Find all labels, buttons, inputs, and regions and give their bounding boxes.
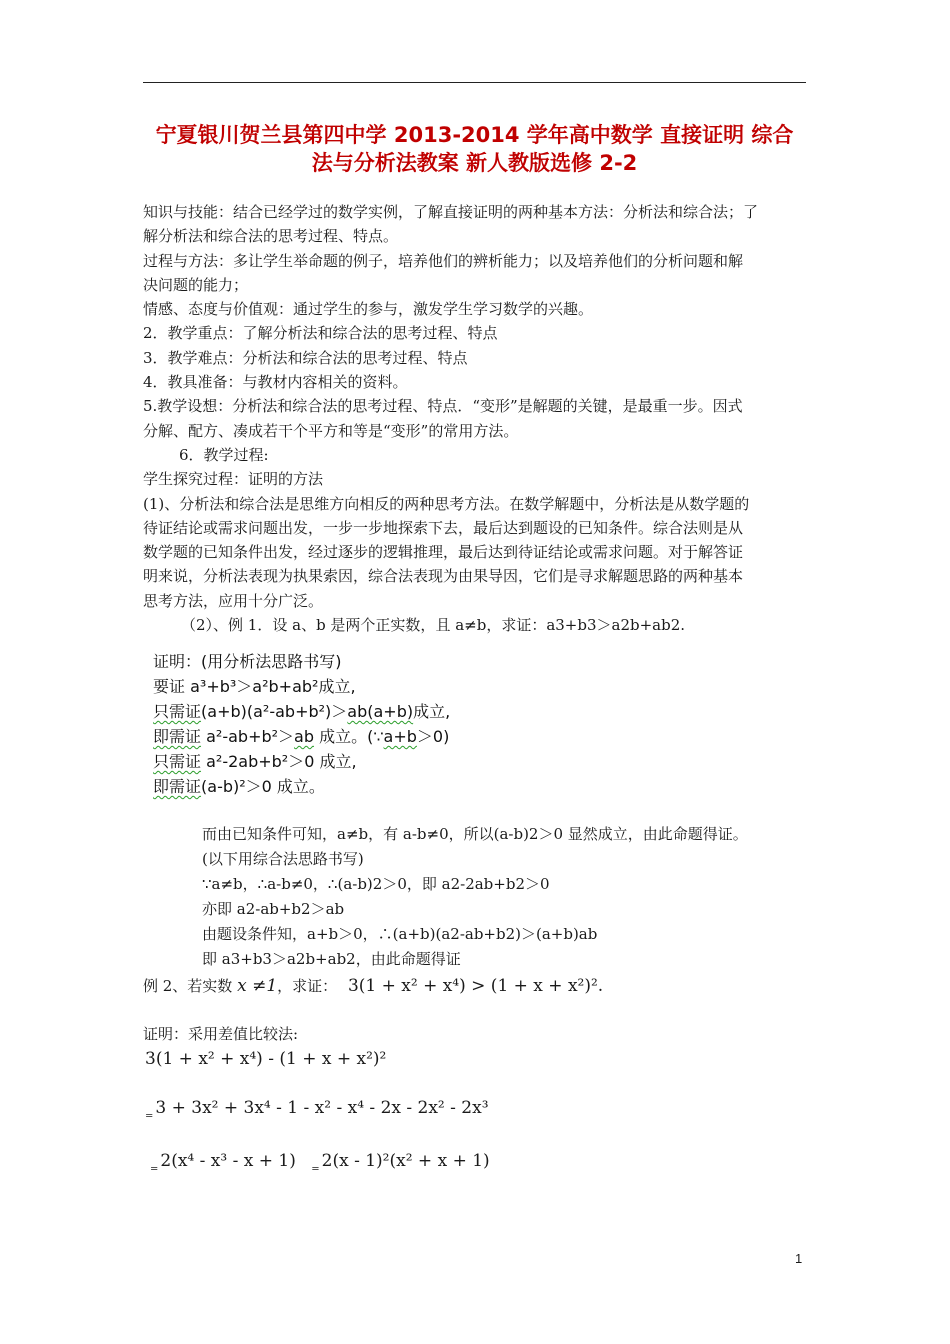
proof-continuation bbox=[202, 822, 748, 972]
paragraph-line: 解分析法和综合法的思考过程、特点。 bbox=[143, 227, 399, 246]
paragraph-line: 数学题的已知条件出发，经过逐步的逻辑推理，最后达到待证结论或需求问题。对于解答证 bbox=[143, 543, 744, 562]
paragraph-line: 待证结论或需求问题出发，一步一步地探索下去，最后达到题设的已知条件。综合法则是从 bbox=[143, 518, 744, 537]
paragraph-line: 决问题的能力； bbox=[143, 275, 249, 294]
proof-line-2: 要证 a³+b³＞a²b+ab²成立, bbox=[153, 677, 356, 696]
document-title bbox=[143, 121, 806, 177]
page-number: 1 bbox=[795, 1251, 803, 1266]
continuation-line: 亦即 a2-ab+b2＞ab bbox=[202, 900, 345, 918]
paragraph-line: 分解、配方、凑成若干个平方和等是“变形”的常用方法。 bbox=[143, 421, 519, 440]
paragraph-line: 思考方法，应用十分广泛。 bbox=[143, 591, 324, 610]
document-body bbox=[143, 200, 813, 637]
paragraph-line: 6．教学过程: bbox=[179, 445, 269, 464]
continuation-line: ∵a≠b，∴a-b≠0，∴(a-b)2＞0，即 a2-2ab+b2＞0 bbox=[202, 875, 550, 893]
example-2-prefix: 例 2、若实数 bbox=[143, 977, 233, 995]
paragraph-line: (1)、分析法和综合法是思维方向相反的两种思考方法。在数学解题中，分析法是从数学题的 bbox=[143, 494, 750, 513]
continuation-line: 由题设条件知，a+b＞0，∴(a+b)(a2-ab+b2)＞(a+b)ab bbox=[202, 925, 598, 943]
paragraph-line: 4．教具准备：与教材内容相关的资料。 bbox=[143, 373, 408, 392]
paragraph-line: 学生探究过程：证明的方法 bbox=[143, 470, 324, 489]
header-rule bbox=[143, 82, 806, 83]
equation-2: $_=$ 3 + 3x² + 3x⁴ - 1 - x² - x⁴ - 2x - 2x² - 2x³ bbox=[145, 1098, 489, 1122]
example-2-mid: ，求证： bbox=[277, 977, 338, 995]
proof-image-block bbox=[153, 649, 450, 799]
proof-line-5: 只需证 a²-2ab+b²＞0 成立, bbox=[153, 752, 357, 771]
continuation-line: 即 a3+b3＞a2b+ab2，由此命题得证 bbox=[202, 950, 461, 968]
equation-3: $_=$ 2(x⁴ - x³ - x + 1) $_=$ 2(x - 1)²(x² + x + 1) bbox=[150, 1151, 490, 1175]
paragraph-line: 3．教学难点：分析法和综合法的思考过程、特点 bbox=[143, 348, 468, 367]
proof-line-4: 即需证 a²-ab+b²＞ab 成立。(∵a+b＞0) bbox=[153, 727, 450, 746]
paragraph-line: 明来说，分析法表现为执果索因，综合法表现为由果导因，它们是寻求解题思路的两种基本 bbox=[143, 567, 744, 586]
paragraph-line: 知识与技能：结合已经学过的数学实例，了解直接证明的两种基本方法：分析法和综合法；了 bbox=[143, 203, 759, 221]
continuation-line: (以下用综合法思路书写) bbox=[202, 850, 364, 868]
proof-line-1: 证明：(用分析法思路书写) bbox=[153, 652, 342, 671]
title-line-2: 法与分析法教案 新人教版选修 2-2 bbox=[311, 151, 638, 175]
example-2-claim: 3(1 + x² + x⁴) > (1 + x + x²)². bbox=[347, 976, 604, 996]
example-1-line: （2）、例 1．设 a、b 是两个正实数，且 a≠b，求证：a3+b3＞a2b+ab2. bbox=[181, 616, 686, 635]
example-2-condition: x ≠1 bbox=[237, 976, 278, 996]
continuation-line: 而由已知条件可知，a≠b，有 a-b≠0，所以(a-b)2＞0 显然成立，由此命题得证。 bbox=[202, 825, 748, 843]
title-line-1: 宁夏银川贺兰县第四中学 2013-2014 学年高中数学 直接证明 综合 bbox=[155, 123, 794, 147]
example-2 bbox=[143, 974, 603, 998]
paragraph-line: 2．教学重点：了解分析法和综合法的思考过程、特点 bbox=[143, 324, 498, 343]
equation-1: 3(1 + x² + x⁴) - (1 + x + x²)² bbox=[145, 1049, 387, 1069]
proof-line-6: 即需证(a-b)²＞0 成立。 bbox=[153, 777, 325, 796]
paragraph-line: 5.教学设想：分析法和综合法的思考过程、特点．“变形”是解题的关键，是最重一步。因式 bbox=[143, 397, 743, 416]
paragraph-line: 过程与方法：多让学生举命题的例子，培养他们的辨析能力；以及培养他们的分析问题和解 bbox=[143, 251, 744, 270]
paragraph-line: 情感、态度与价值观：通过学生的参与，激发学生学习数学的兴趣。 bbox=[143, 300, 594, 319]
proof-line-3: 只需证(a+b)(a²-ab+b²)＞ab(a+b)成立, bbox=[153, 702, 451, 721]
proof-2-label: 证明：采用差值比较法: bbox=[143, 1025, 299, 1043]
